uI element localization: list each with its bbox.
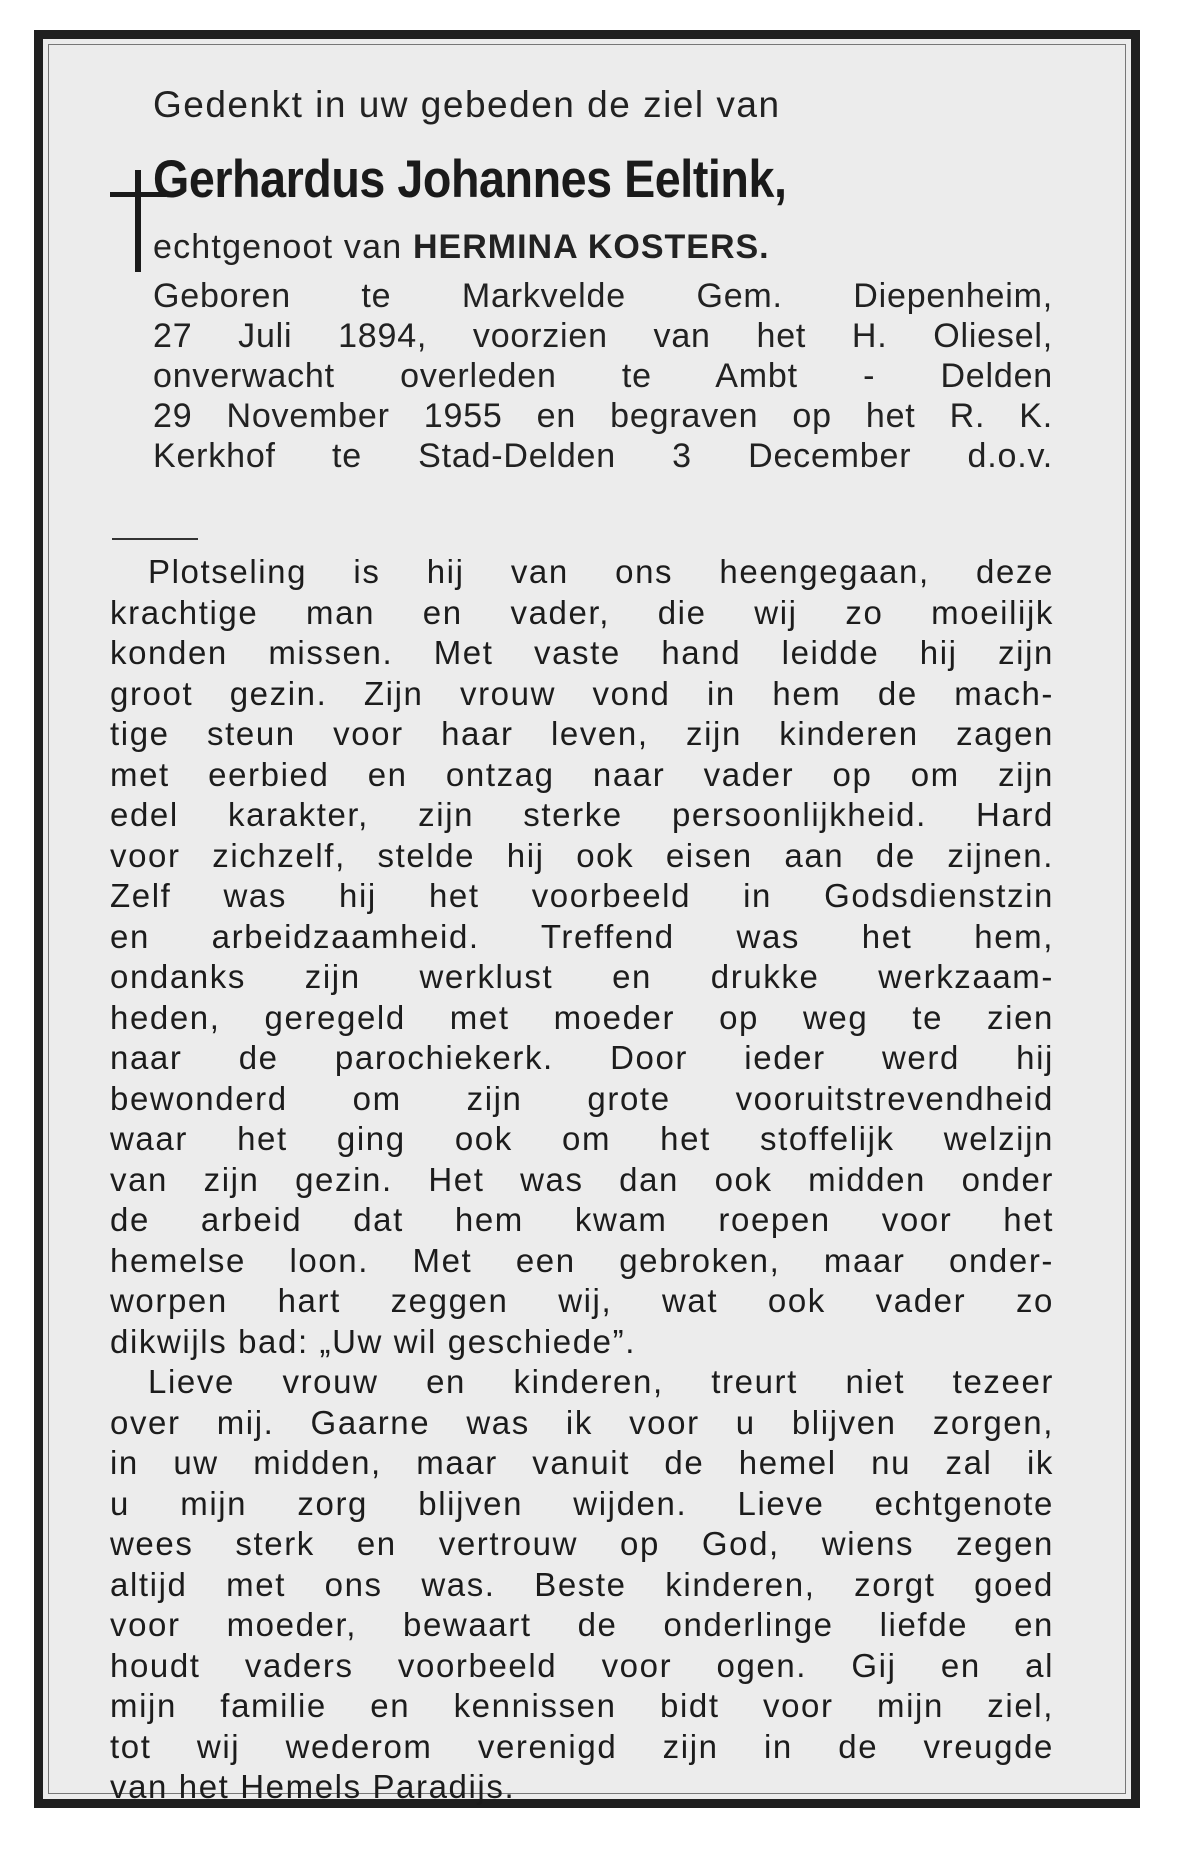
details-line: 29 November 1955 en begraven op het R. K. — [153, 397, 1053, 435]
birth-death-details — [153, 276, 1053, 476]
text-line: met eerbied en ontzag naar vader op om zijn — [110, 755, 1054, 793]
text-line: worpen hart zeggen wij, wat ook vader zo — [110, 1282, 1054, 1319]
text-line: tige steun voor haar leven, zijn kinderen zagen — [110, 715, 1054, 752]
text-line: de arbeid dat hem kwam roepen voor het — [110, 1201, 1054, 1238]
text-line: ondanks zijn werklust en drukke werkzaam- — [110, 958, 1054, 995]
details-line: 27 Juli 1894, voorzien van het H. Oliesel, — [153, 317, 1053, 355]
text-line: groot gezin. Zijn vrouw vond in hem de mach- — [110, 674, 1054, 712]
text-line: Plotseling is hij van ons heengegaan, deze — [148, 553, 1054, 590]
text-line: houdt vaders voorbeeld voor ogen. Gij en al — [110, 1646, 1054, 1684]
text-line: u mijn zorg blijven wijden. Lieve echtgenote — [110, 1484, 1054, 1522]
eulogy-paragraph-2 — [110, 1362, 1054, 1808]
text-line: dikwijls bad: „Uw wil geschiede”. — [110, 1322, 636, 1360]
text-line: naar de parochiekerk. Door ieder werd hij — [110, 1039, 1054, 1076]
text-line: heden, geregeld met moeder op weg te zien — [110, 998, 1054, 1036]
separator-rule — [112, 538, 198, 540]
text-line: wees sterk en vertrouw op God, wiens zegen — [110, 1525, 1054, 1562]
eulogy-text — [110, 552, 1054, 1808]
text-line: hemelse loon. Met een gebroken, maar onder- — [110, 1241, 1054, 1279]
text-line: altijd met ons was. Beste kinderen, zorgt goed — [110, 1565, 1054, 1603]
spouse-line — [153, 218, 1053, 276]
text-line: krachtige man en vader, die wij zo moeilijk — [110, 593, 1054, 631]
text-line: over mij. Gaarne was ik voor u blijven zorgen, — [110, 1403, 1054, 1441]
spouse-prefix: echtgenoot van — [153, 228, 403, 266]
details-line: Geboren te Markvelde Gem. Diepenheim, — [153, 277, 1053, 315]
details-line: Kerkhof te Stad-Delden 3 December d.o.v. — [153, 437, 1053, 475]
intro-line: Gedenkt in uw gebeden de ziel van — [153, 84, 781, 125]
eulogy-paragraph-1 — [110, 552, 1054, 1362]
text-line: en arbeidzaamheid. Treffend was het hem, — [110, 917, 1054, 955]
details-line: onverwacht overleden te Ambt - Delden — [153, 357, 1053, 395]
text-line: voor zichzelf, stelde hij ook eisen aan de zijnen. — [110, 836, 1054, 874]
text-line: van het Hemels Paradijs. — [110, 1768, 516, 1805]
text-line: Zelf was hij het voorbeeld in Godsdienstzin — [110, 877, 1054, 914]
text-line: konden missen. Met vaste hand leidde hij zijn — [110, 634, 1054, 671]
text-line: Lieve vrouw en kinderen, treurt niet tezeer — [148, 1363, 1054, 1400]
text-line: bewonderd om zijn grote vooruitstrevendheid — [110, 1079, 1054, 1117]
text-line: in uw midden, maar vanuit de hemel nu zal ik — [110, 1444, 1054, 1481]
text-line: waar het ging ook om het stoffelijk welzijn — [110, 1120, 1054, 1157]
card-header — [153, 84, 1053, 476]
text-line: van zijn gezin. Het was dan ook midden onder — [110, 1160, 1054, 1198]
text-line: edel karakter, zijn sterke persoonlijkheid. Hard — [110, 796, 1054, 833]
spouse-name: HERMINA KOSTERS. — [412, 228, 770, 266]
deceased-name: Gerhardus Johannes Eeltink, — [153, 150, 787, 209]
text-line: voor moeder, bewaart de onderlinge liefde en — [110, 1606, 1054, 1643]
text-line: tot wij wederom verenigd zijn in de vreugde — [110, 1727, 1054, 1765]
text-line: mijn familie en kennissen bidt voor mijn ziel, — [110, 1687, 1054, 1724]
